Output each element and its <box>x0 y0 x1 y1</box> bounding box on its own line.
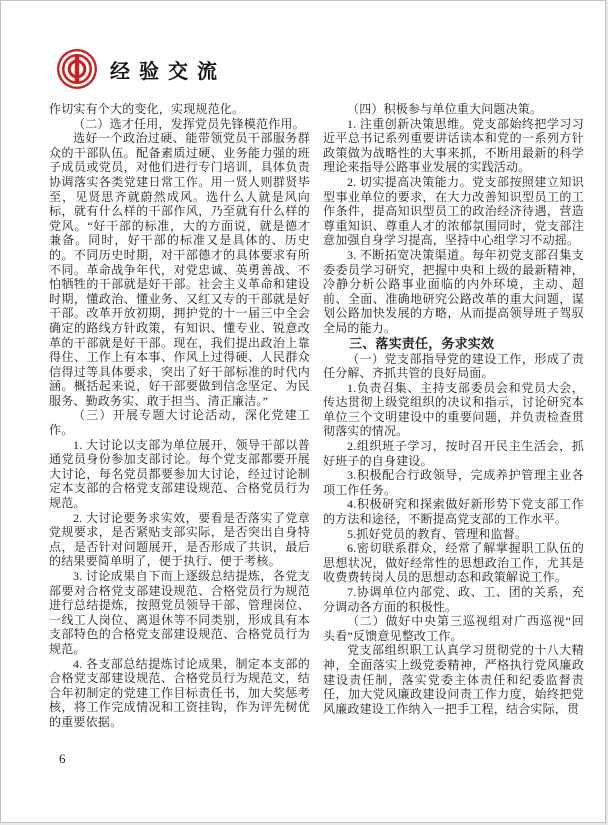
paragraph: 作切实有个大的变化，实现规范化。 <box>49 102 245 116</box>
section-masthead <box>55 47 226 91</box>
paragraph: （四）积极参与单位重大问题决策。 <box>347 102 543 116</box>
paragraph: 2. 切实提高决策能力。党支部按照建立知识型事业单位的要求，在大力改善知识型员工的工作条件，提高知识型员工的政治经济待遇，营造尊重知识、尊重人才的浓郁氛围同时，党支部注意加强自身学习提高，坚持中心组学习不动摇。 <box>323 174 584 248</box>
paragraph: 7.协调单位内部党、政、工、团的关系，充分调动各方面的积极性。 <box>323 585 584 614</box>
paragraph: （二）选才任用，发挥党员先锋模范作用。 <box>73 116 305 131</box>
paragraph: （二）做好中央第三巡视组对广西巡视“回头看”反馈意见整改工作。 <box>323 614 584 643</box>
paragraph: 4. 各支部总结提炼讨论成果，制定本支部的合格党支部建设规范、合格党员行为规范文，结合年初制定的党建工作目标责任书，加大奖惩考核，将工作完成情况和工资挂钩，作为评先树优的重要依据。 <box>49 656 310 729</box>
paragraph: 3. 不断拓宽决策渠道。每年初党支部召集支委委员学习研究，把握中央和上级的最新精神，冷静分析公路事业面临的内外环境，主动、超前、全面、准确地研究公路改革的重大问题，谋划公路加快发展的方略，从而提高领导班子驾驭全局的能力。 <box>323 247 584 335</box>
left-column <box>49 102 310 730</box>
paragraph: 3. 讨论成果自下而上逐级总结提炼，各党支部要对合格党支部建设规范、合格党员行为规范进行总结提炼，按照党员领导干部、管理岗位、一线工人岗位、离退休等不同类别，形成具有本支部特色的合格党支部建设规范、合格党员行为规范。 <box>49 569 310 656</box>
paragraph: 选好一个政治过硬、能带领党员干部服务群众的干部队伍。配备素质过硬、业务能力强的班子成员或党员，对他们进行专门培训，具体负责协调落实各类党建日常工作。用一贤人则群贤毕至，见贤思齐就蔚然成风。选什么人就是风向标，就有什么样的干部作风，乃至就有什么样的党风。“好干部的标准，大的方面说，就是德才兼备。同时，好干部的标准又是具体的、历史的。不同历史时期，对干部德才的具体要求有所不同。革命战争年代，对党忠诚、英勇善战、不怕牺牲的干部就是好干部。社会主义革命和建设时期，懂政治、懂业务、又红又专的干部就是好干部。改革开放初期，拥护党的十一届三中全会确定的路线方针政策，有知识、懂专业、锐意改革的干部就是好干部。现在，我们提出政治上靠得住、工作上有本事、作风上过得硬、人民群众信得过等具体要求，突出了好干部标准的时代内涵。概括起来说，好干部要做到信念坚定、为民服务、勤政务实、敢于担当、清正廉洁。” <box>49 131 310 408</box>
page-number: 6 <box>59 751 66 766</box>
paragraph: 1. 大讨论以支部为单位展开，领导干部以普通党员身份参加支部讨论。每个党支部都要开展大讨论，每名党员都要参加大讨论，经过讨论制定本支部的合格党支部建设规范、合格党员行为规范。 <box>49 437 310 511</box>
section-title: 经验交流 <box>110 60 226 83</box>
paragraph: 6.密切联系群众，经常了解掌握职工队伍的思想状况，做好经常性的思想政治工作，尤其是收费费转岗人员的思想动态和政策解说工作。 <box>323 541 584 585</box>
section-heading: 三、落实责任，务求实效 <box>349 335 495 351</box>
paragraph: 3.积极配合行政领导，完成养护管理主业各项工作任务。 <box>323 468 584 497</box>
right-column <box>323 102 584 730</box>
paragraph: 1. 注重创新决策思维。党支部始终把学习习近平总书记系列重要讲话读本和党的一系列方针政策做为战略性的大事来抓，不断用最新的科学理论来指导公路事业发展的实践活动。 <box>323 116 584 175</box>
article-body <box>49 102 585 730</box>
trade-union-emblem-icon <box>55 47 99 91</box>
paragraph: 2.组织班子学习，按时召开民主生活会，抓好班子的自身建设。 <box>323 439 584 468</box>
paragraph: （三）开展专题大讨论活动，深化党建工作。 <box>49 408 310 438</box>
paragraph: 4.积极研究和探索做好新形势下党支部工作的方法和途径，不断提高党支部的工作水平。 <box>323 497 584 527</box>
paragraph: 5.抓好党员的教育、管理和监督。 <box>347 526 528 541</box>
paragraph: 2. 大讨论要务求实效，要看是否落实了党章党规要求，是否紧贴支部实际，是否突出自身特点，是否针对问题展开，是否形成了共识，最后的结果要简单明了，便于执行、便于考核。 <box>49 510 310 569</box>
paragraph: 党支部组织职工认真学习贯彻党的十八大精神，全面落实上级党委精神，严格执行党风廉政建设责任制，落实党委主体责任和纪委监督责任，加大党风廉政建设问责工作力度，始终把党风廉政建设工作纳入一把手工程，结合实际，贯 <box>323 643 584 716</box>
paragraph: 1.负责召集、主持支部委员会和党员大会，传达贯彻上级党组织的决议和指示，讨论研究本单位三个文明建设中的重要问题，并负责检查贯彻落实的情况。 <box>323 380 584 439</box>
paragraph: （一）党支部指导党的建设工作，形成了责任分解、齐抓共管的良好局面。 <box>323 351 584 381</box>
